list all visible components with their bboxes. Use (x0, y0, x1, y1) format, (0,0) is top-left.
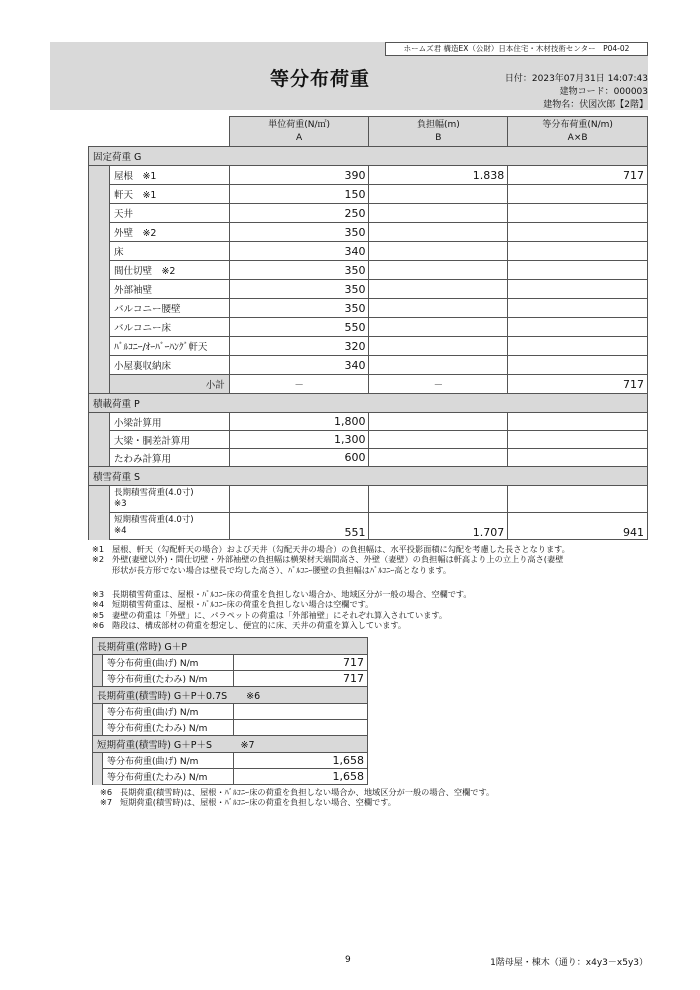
table-row (93, 769, 368, 785)
table-row (93, 720, 368, 736)
dead-load-label: 小屋裏収納床 (109, 356, 229, 375)
snow-load-distributed-load (508, 486, 648, 513)
dead-load-width: 1.838 (369, 166, 508, 185)
dead-load-unit-load: 350 (229, 223, 369, 242)
col-header-c: 等分布荷重(N/m) A×B (508, 117, 648, 147)
live-load-width (369, 449, 508, 467)
table-row (93, 671, 368, 687)
combination-value: 1,658 (234, 769, 368, 785)
note-item: ※7 短期荷重(積雪時)は、屋根・ﾊﾞﾙｺﾆｰ床の荷重を負担しない場合、空欄です。 (100, 797, 396, 808)
snow-load-width: 1.707 (369, 513, 508, 540)
snow-load-label: 長期積雪荷重(4.0寸) ※3 (109, 486, 229, 513)
section-dead-load: 固定荷重 G (89, 147, 648, 166)
notes-block-2 (92, 589, 652, 631)
note-item: ※2 外壁(妻壁以外)・間仕切壁・外部袖壁の負担幅は横架材天端間高さ、外壁（妻壁）の負担幅は軒高より上の立上り高さ(妻壁 (92, 554, 564, 565)
page-number: 9 (345, 955, 351, 965)
dead-load-unit-load: 550 (229, 318, 369, 337)
snow-load-unit-load (229, 486, 369, 513)
dead-load-unit-load: 340 (229, 356, 369, 375)
page-title: 等分布荷重 (270, 68, 371, 90)
subtotal-a: － (229, 375, 369, 394)
combination-value: 717 (234, 671, 368, 687)
combination-label: 等分布荷重(たわみ) N/m (102, 720, 233, 736)
dead-load-width (369, 185, 508, 204)
live-load-distributed-load (508, 449, 648, 467)
snow-load-distributed-load: 941 (508, 513, 648, 540)
combination-value (234, 720, 368, 736)
dead-load-distributed-load (508, 204, 648, 223)
section-live-load: 積載荷重 P (89, 394, 648, 413)
dead-load-distributed-load (508, 185, 648, 204)
table-row (89, 280, 648, 299)
live-load-distributed-load (508, 413, 648, 431)
snow-load-unit-load: 551 (229, 513, 369, 540)
dead-load-label: 屋根 ※1 (109, 166, 229, 185)
combination-title: 長期荷重(常時) G＋P (93, 638, 368, 655)
note-item: ※4 短期積雪荷重は、屋根・ﾊﾞﾙｺﾆｰ床の荷重を負担しない場合は空欄です。 (92, 599, 374, 610)
table-row (93, 753, 368, 769)
snow-load-width (369, 486, 508, 513)
dead-load-distributed-load (508, 318, 648, 337)
live-load-unit-load: 600 (229, 449, 369, 467)
note-item: ※6 長期荷重(積雪時)は、屋根・ﾊﾞﾙｺﾆｰ床の荷重を負担しない場合か、地域区分が一般の場合、空欄です。 (100, 787, 495, 797)
building-code: 建物コード：000003 (559, 87, 648, 97)
dead-load-unit-load: 350 (229, 299, 369, 318)
table-row (93, 704, 368, 720)
dead-load-unit-load: 320 (229, 337, 369, 356)
note-item: ※1 屋根、軒天（勾配軒天の場合）および天井（勾配天井の場合）の負担幅は、水平投影面積に勾配を考慮した長さとなります。 (92, 544, 570, 554)
section-snow-load: 積雪荷重 S (89, 467, 648, 486)
dead-load-width (369, 280, 508, 299)
note-item: 形状が長方形でない場合は壁長で均した高さ）、ﾊﾞﾙｺﾆｰ腰壁の負担幅はﾊﾞﾙｺﾆｰ高となります。 (112, 564, 452, 575)
subtotal-c: 717 (508, 375, 648, 394)
dead-load-distributed-load (508, 356, 648, 375)
note-item: ※3 長期積雪荷重は、屋根・ﾊﾞﾙｺﾆｰ床の荷重を負担しない場合か、地域区分が一般の場合、空欄です。 (92, 589, 472, 599)
dead-load-unit-load: 250 (229, 204, 369, 223)
table-row (89, 318, 648, 337)
dead-load-distributed-load (508, 280, 648, 299)
table-row (89, 431, 648, 449)
table-row (89, 337, 648, 356)
table-row (89, 413, 648, 431)
dead-load-unit-load: 350 (229, 261, 369, 280)
dead-load-label: 床 (109, 242, 229, 261)
software-label: ホームズ君 構造EX（公財）日本住宅・木材技術センター P04-02 (385, 42, 648, 56)
dead-load-label: 外部袖壁 (109, 280, 229, 299)
dead-load-label: 軒天 ※1 (109, 185, 229, 204)
dead-load-width (369, 204, 508, 223)
note-item: ※6 階段は、構成部材の荷重を想定し、便宜的に床、天井の荷重を算入しています。 (92, 620, 407, 631)
col-header-b: 負担幅(m) B (369, 117, 508, 147)
load-table (88, 116, 648, 540)
combination-label: 等分布荷重(曲げ) N/m (102, 655, 233, 671)
combination-label: 等分布荷重(曲げ) N/m (102, 704, 233, 720)
dead-load-distributed-load: 717 (508, 166, 648, 185)
dead-load-width (369, 242, 508, 261)
dead-load-distributed-load (508, 337, 648, 356)
dead-load-distributed-load (508, 261, 648, 280)
table-row (89, 449, 648, 467)
live-load-label: たわみ計算用 (109, 449, 229, 467)
dead-load-width (369, 337, 508, 356)
dead-load-unit-load: 340 (229, 242, 369, 261)
notes-block-1 (92, 544, 652, 575)
dead-load-unit-load: 350 (229, 280, 369, 299)
dead-load-width (369, 318, 508, 337)
dead-load-unit-load: 390 (229, 166, 369, 185)
combination-label: 等分布荷重(たわみ) N/m (102, 671, 233, 687)
combination-value: 1,658 (234, 753, 368, 769)
dead-load-unit-load: 150 (229, 185, 369, 204)
live-load-distributed-load (508, 431, 648, 449)
live-load-width (369, 431, 508, 449)
dead-load-width (369, 299, 508, 318)
dead-load-width (369, 261, 508, 280)
table-row (89, 261, 648, 280)
live-load-unit-load: 1,800 (229, 413, 369, 431)
combination-value (234, 704, 368, 720)
dead-load-label: ﾊﾞﾙｺﾆｰ/ｵｰﾊﾞｰﾊﾝｸﾞ軒天 (109, 337, 229, 356)
table-row (89, 223, 648, 242)
live-load-label: 大梁・胴差計算用 (109, 431, 229, 449)
combination-label: 等分布荷重(たわみ) N/m (102, 769, 233, 785)
table-row (89, 185, 648, 204)
dead-load-label: 外壁 ※2 (109, 223, 229, 242)
live-load-unit-load: 1,300 (229, 431, 369, 449)
table-row (89, 166, 648, 185)
table-row (89, 513, 648, 540)
snow-load-label: 短期積雪荷重(4.0寸) ※4 (109, 513, 229, 540)
combination-label: 等分布荷重(曲げ) N/m (102, 753, 233, 769)
dead-load-distributed-load (508, 223, 648, 242)
combination-value: 717 (234, 655, 368, 671)
dead-load-label: バルコニー床 (109, 318, 229, 337)
combination-title: 短期荷重(積雪時) G＋P＋S ※7 (93, 736, 368, 753)
table-row (89, 356, 648, 375)
note-item: ※5 妻壁の荷重は「外壁」に、パラペットの荷重は「外部袖壁」にそれぞれ算入されています。 (92, 609, 448, 620)
table-row (89, 299, 648, 318)
live-load-label: 小梁計算用 (109, 413, 229, 431)
table-row (93, 655, 368, 671)
combination-title: 長期荷重(積雪時) G＋P＋0.7S ※6 (93, 687, 368, 704)
subtotal-label: 小計 (109, 375, 229, 394)
dead-load-width (369, 223, 508, 242)
combination-table (92, 637, 368, 785)
building-name: 建物名：伏図次郎【2階】 (543, 100, 648, 110)
table-row (89, 204, 648, 223)
dead-load-distributed-load (508, 242, 648, 261)
dead-load-label: バルコニー腰壁 (109, 299, 229, 318)
live-load-width (369, 413, 508, 431)
col-header-a: 単位荷重(N/㎡) A (229, 117, 369, 147)
subtotal-b: － (369, 375, 508, 394)
notes-block-3 (100, 787, 660, 808)
table-row (89, 242, 648, 261)
dead-load-distributed-load (508, 299, 648, 318)
dead-load-label: 間仕切壁 ※2 (109, 261, 229, 280)
table-row (89, 486, 648, 513)
member-location: 1階母屋・棟木（通り：x4y3－x5y3） (490, 958, 648, 968)
date-text: 日付：2023年07月31日 14:07:43 (504, 74, 648, 84)
dead-load-label: 天井 (109, 204, 229, 223)
dead-load-width (369, 356, 508, 375)
